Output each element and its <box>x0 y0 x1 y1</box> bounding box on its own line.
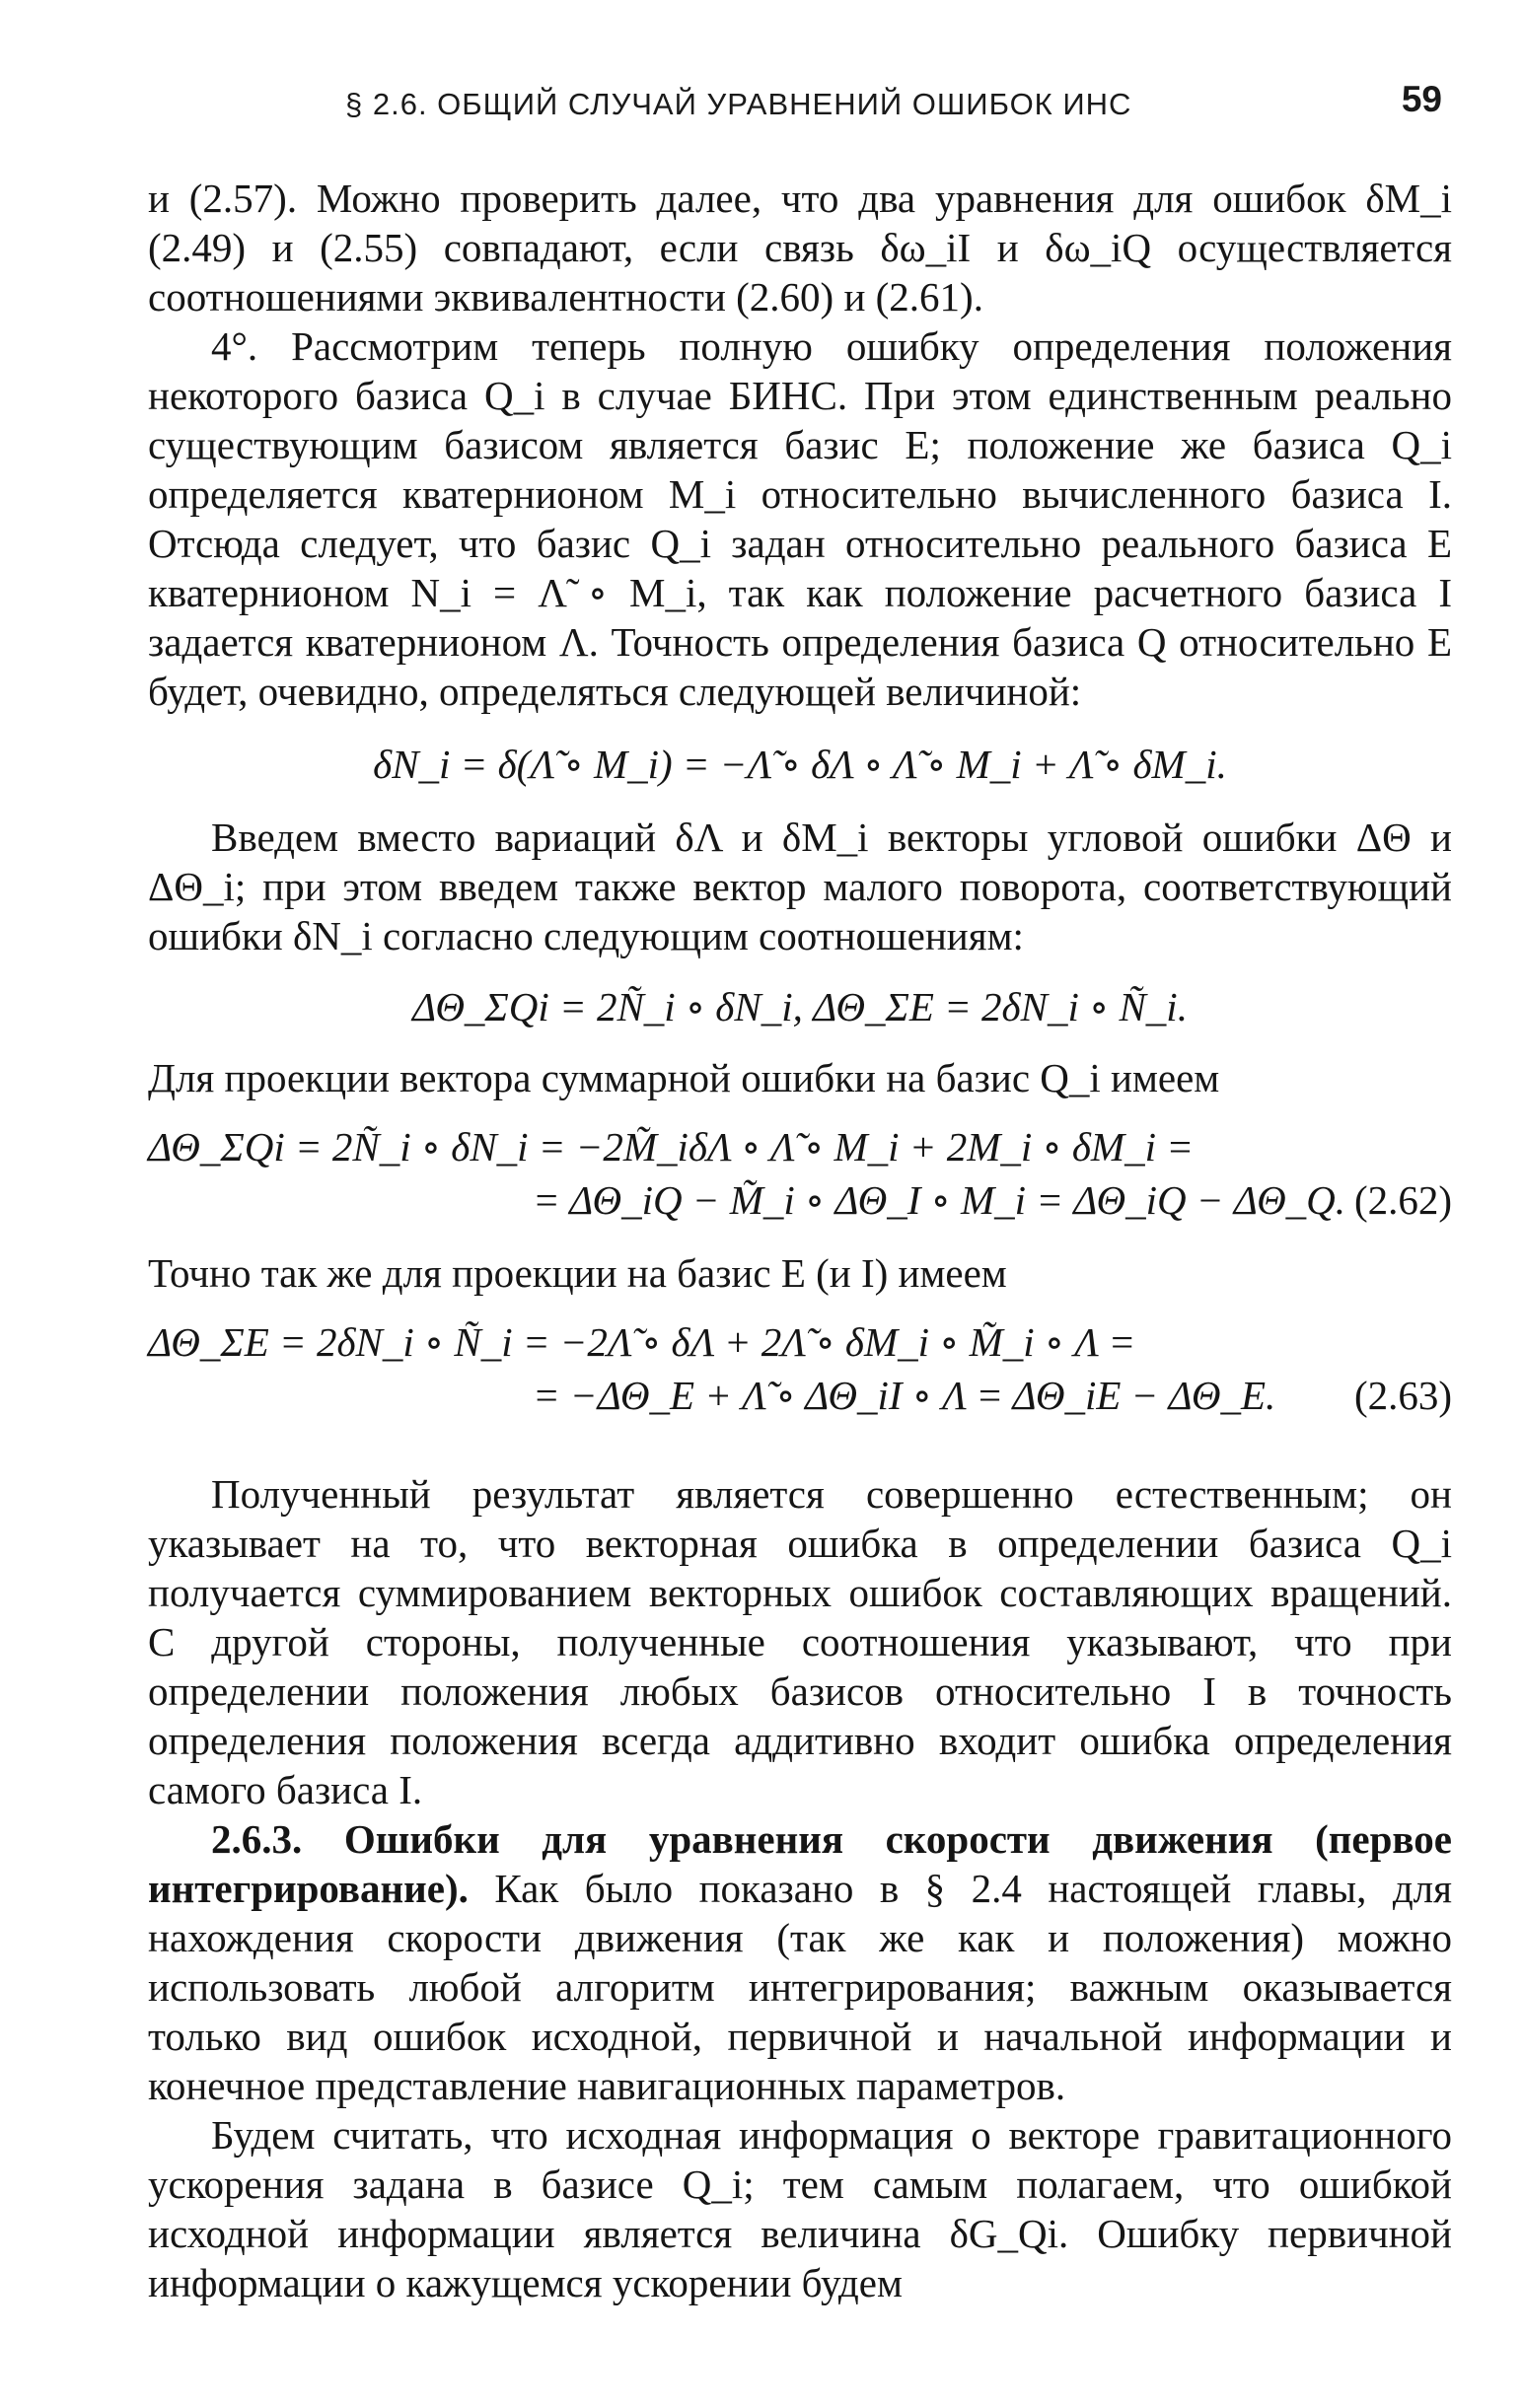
paragraph-3: Введем вместо вариаций δΛ и δM_i векторы угловой ошибки ΔΘ и ΔΘ_i; при этом введем также вектор малого поворота, соответствующий ошибки δN_i согласно следующим соотношениям: <box>148 814 1452 958</box>
page-number: 59 <box>1401 79 1442 119</box>
equation-2-62-lhs: ΔΘ_ΣQi = 2Ñ_i ∘ δN_i = −2M̃_iδΛ ∘ Λ̃ ∘ M_i + 2M_i ∘ δM_i = <box>148 1124 1194 1169</box>
paragraph-6: Полученный результат является совершенно естественным; он указывает на то, что векторная ошибка в определении базиса Q_i получается суммированием векторных ошибок составляющих вращений. С другой стороны, полученные соотношения указывают, что при определении положения любых базисов относительно I в точность определения положения всегда аддитивно входит ошибка определения самого базиса I. <box>148 1471 1452 1812</box>
equation-2-63-lhs: ΔΘ_ΣE = 2δN_i ∘ Ñ_i = −2Λ̃ ∘ δΛ + 2Λ̃ ∘ δM_i ∘ M̃_i ∘ Λ = <box>148 1319 1136 1365</box>
running-head: § 2.6. ОБЩИЙ СЛУЧАЙ УРАВНЕНИЙ ОШИБОК ИНС <box>345 87 1132 121</box>
page-body <box>148 174 1452 2307</box>
paragraph-7 <box>148 1814 1452 2110</box>
paragraph-7-text: Как было показано в § 2.4 настоящей главы, для нахождения скорости движения (так же как и положения) можно использовать любой алгоритм интегрирования; важным оказывается только вид ошибок исходной, первичной и начальной информации и конечное представление навигационных параметров. <box>148 1866 1452 2108</box>
equation-2-63-line-2 <box>148 1371 1452 1424</box>
paragraph-5: Точно так же для проекции на базис E (и I) имеем <box>148 1250 1007 1296</box>
section-heading-2-6-3: 2.6.3. Ошибки для уравнения скорости движения (первое интегрирование). <box>148 1816 1452 1911</box>
equation-2-62-rhs: = ΔΘ_iQ − M̃_i ∘ ΔΘ_I ∘ M_i = ΔΘ_iQ − ΔΘ_Q. <box>533 1177 1346 1223</box>
equation-small-rotation: ΔΘ_ΣQi = 2Ñ_i ∘ δN_i, ΔΘ_ΣE = 2δN_i ∘ Ñ_i. <box>412 984 1188 1029</box>
paragraph-8: Будем считать, что исходная информация о векторе гравитационного ускорения задана в базисе Q_i; тем самым полагаем, что ошибкой исходной информации является величина δG_Qi. Ошибку первичной информации о кажущемся ускорении будем <box>148 2112 1452 2305</box>
equation-deltaN: δN_i = δ(Λ̃ ∘ M_i) = −Λ̃ ∘ δΛ ∘ Λ̃ ∘ M_i + Λ̃ ∘ δM_i. <box>373 742 1227 787</box>
equation-2-62-line-2 <box>148 1175 1452 1229</box>
equation-number: (2.62) <box>1353 1177 1452 1223</box>
equation-2-63 <box>148 1317 1452 1424</box>
equation-2-63-rhs: = −ΔΘ_E + Λ̃ ∘ ΔΘ_iI ∘ Λ = ΔΘ_iE − ΔΘ_E. <box>533 1373 1276 1418</box>
paragraph-1: и (2.57). Можно проверить далее, что два уравнения для ошибок δM_i (2.49) и (2.55) совпадают, если связь δω_iI и δω_iQ осуществляется соотношениями эквивалентности (2.60) и (2.61). <box>148 176 1452 319</box>
equation-2-62 <box>148 1122 1452 1229</box>
paragraph-2: 4°. Рассмотрим теперь полную ошибку определения положения некоторого базиса Q_i в случае БИНС. При этом единственным реально существующим базисом является базис E; положение же базиса Q_i определяется кватернионом M_i относительно вычисленного базиса I. Отсюда следует, что базис Q_i задан относительно реального базиса E кватернионом N_i = Λ̃ ∘ M_i, так как положение расчетного базиса I задается кватернионом Λ. Точность определения базиса Q относительно E будет, очевидно, определяться следующей величиной: <box>148 323 1452 714</box>
equation-number: (2.63) <box>1353 1373 1452 1418</box>
equation-2-63-line-1 <box>148 1317 1452 1371</box>
page-header <box>148 77 1452 136</box>
paragraph-4: Для проекции вектора суммарной ошибки на базис Q_i имеем <box>148 1055 1220 1100</box>
equation-2-62-line-1 <box>148 1122 1452 1175</box>
